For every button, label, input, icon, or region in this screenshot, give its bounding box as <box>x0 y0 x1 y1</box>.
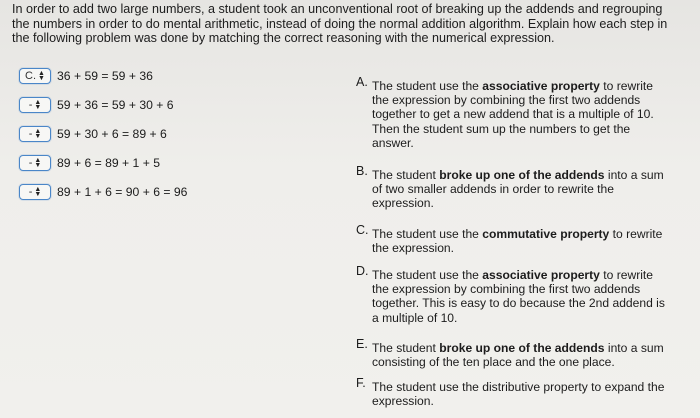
answer-select-4[interactable] <box>19 155 51 171</box>
step-expression: 36 + 59 = 59 + 36 <box>57 69 153 83</box>
step-row-3 <box>19 125 167 143</box>
answer-select-2[interactable] <box>19 97 51 113</box>
prompt-line: the numbers in order to do mental arithmetic, instead of doing the normal addition algorithm. Explain how each step in <box>12 16 668 31</box>
answer-select-1[interactable] <box>19 68 51 84</box>
option-text: The student use the associative property to rewrite the expression by combining the first two addends together to get a new addend that is a multiple of 10. Then the student sum up the numbers to get the answer. <box>372 79 654 150</box>
step-expression: 59 + 36 = 59 + 30 + 6 <box>57 98 174 112</box>
selected-value: - <box>28 157 33 169</box>
updown-arrows-icon: ▲ ▼ <box>38 70 45 82</box>
question-prompt <box>12 2 696 46</box>
selected-value: C. <box>25 70 37 82</box>
option-letter: C. <box>356 223 369 237</box>
selected-value: - <box>28 186 33 198</box>
selected-value: - <box>28 128 33 140</box>
option-text: The student use the commutative property to rewrite the expression. <box>372 227 663 256</box>
option-letter: F. <box>356 376 366 390</box>
option-letter: E. <box>356 337 368 351</box>
option-text: The student use the distributive property to expand the expression. <box>372 380 665 409</box>
option-c <box>356 223 688 256</box>
option-text: The student broke up one of the addends into a sum consisting of the ten place and the one place. <box>372 341 664 370</box>
option-e <box>356 337 688 370</box>
prompt-line: In order to add two large numbers, a student took an unconventional root of breaking up the addends and regrouping <box>12 2 663 16</box>
updown-arrows-icon: ▲ ▼ <box>34 128 42 140</box>
step-expression: 89 + 6 = 89 + 1 + 5 <box>57 156 161 170</box>
answer-select-5[interactable] <box>19 184 51 200</box>
option-letter: D. <box>356 264 369 278</box>
updown-arrows-icon: ▲ ▼ <box>34 99 42 111</box>
step-row-2 <box>19 96 174 114</box>
selected-value: - <box>28 99 33 111</box>
updown-arrows-icon: ▲ ▼ <box>34 157 42 169</box>
option-letter: B. <box>356 164 368 178</box>
step-expression: 59 + 30 + 6 = 89 + 6 <box>57 127 167 141</box>
option-text: The student broke up one of the addends into a sum of two smaller addends in order to rewrite the expression. <box>372 168 664 211</box>
option-a <box>356 75 688 150</box>
step-expression: 89 + 1 + 6 = 90 + 6 = 96 <box>57 185 188 199</box>
updown-arrows-icon: ▲ ▼ <box>34 186 42 198</box>
step-row-4 <box>19 154 160 172</box>
option-b <box>356 164 688 211</box>
option-letter: A. <box>356 75 368 89</box>
answer-select-3[interactable] <box>19 126 51 142</box>
option-d <box>356 264 688 325</box>
option-f <box>356 376 688 409</box>
prompt-line: the following problem was done by matching the correct reasoning with the numerical expression. <box>12 31 555 46</box>
step-row-5 <box>19 183 187 201</box>
step-row-1 <box>19 67 153 85</box>
option-text: The student use the associative property to rewrite the expression by combining the first two addends together. This is easy to do because the 2nd addend is a multiple of 10. <box>372 268 665 325</box>
